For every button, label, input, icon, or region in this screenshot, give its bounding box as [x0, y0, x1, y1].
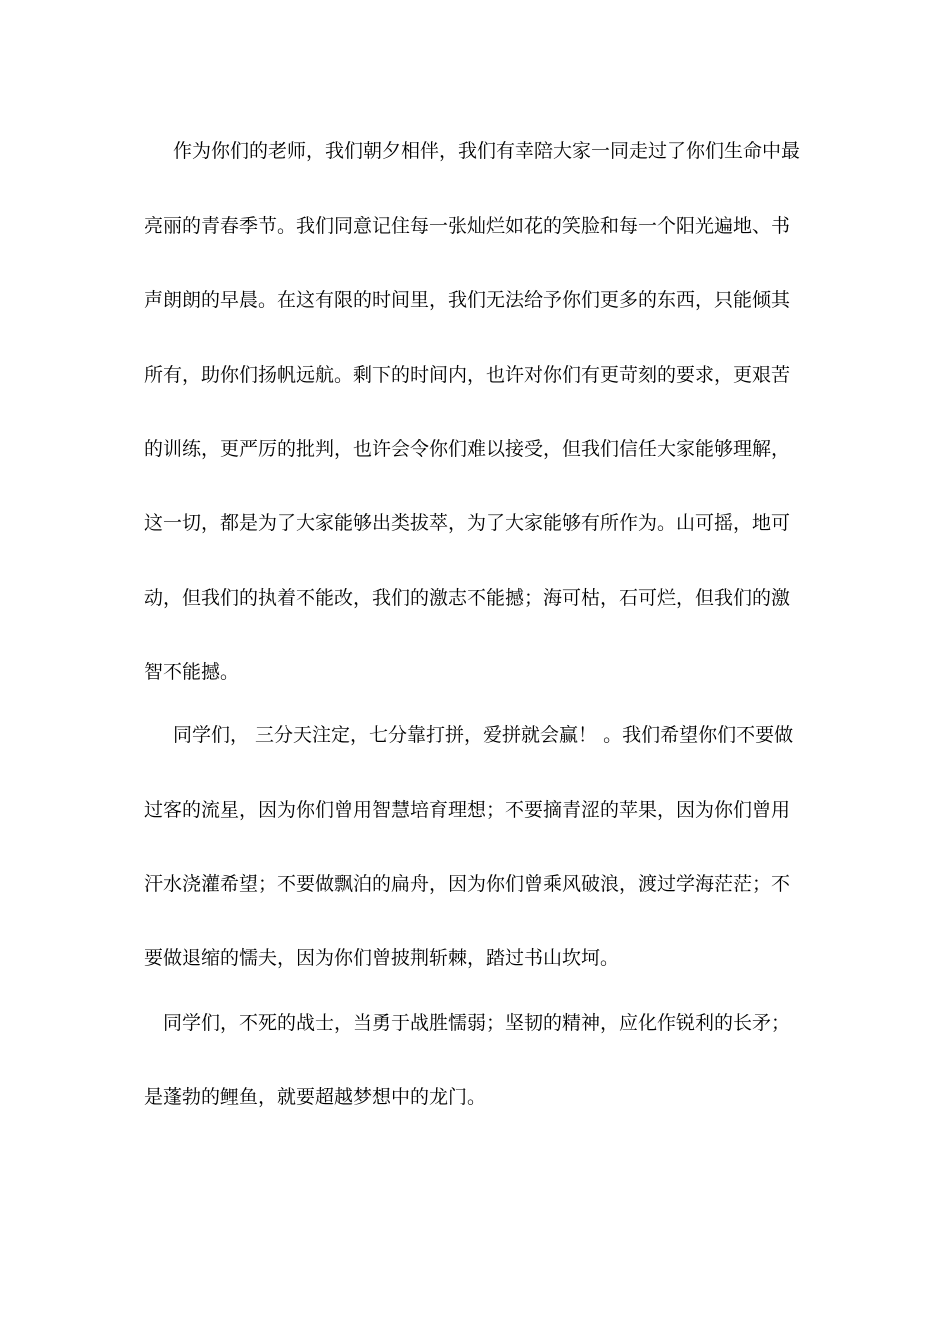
paragraph-line: 所有，助你们扬帆远航。剩下的时间内，也许对你们有更苛刻的要求，更艰苦 [144, 364, 791, 386]
paragraph-line: 声朗朗的早晨。在这有限的时间里，我们无法给予你们更多的东西，只能倾其 [144, 289, 791, 311]
paragraph-line: 智不能撼。 [144, 661, 240, 683]
paragraph-line: 同学们， 三分天注定，七分靠打拼，爱拼就会赢！ 。我们希望你们不要做 [173, 724, 794, 746]
paragraph-line: 过客的流星，因为你们曾用智慧培育理想；不要摘青涩的苹果，因为你们曾用 [144, 799, 791, 821]
paragraph-line: 这一切，都是为了大家能够出类拔萃，为了大家能够有所作为。山可摇，地可 [144, 512, 791, 534]
paragraph-line: 作为你们的老师，我们朝夕相伴，我们有幸陪大家一同走过了你们生命中最 [173, 140, 801, 162]
paragraph-line: 要做退缩的懦夫，因为你们曾披荆斩棘，踏过书山坎坷。 [144, 947, 620, 969]
paragraph-line: 同学们，不死的战士，当勇于战胜懦弱；坚韧的精神，应化作锐利的长矛； [163, 1012, 791, 1034]
paragraph-line: 汗水浇灌希望；不要做飘泊的扁舟，因为你们曾乘风破浪，渡过学海茫茫；不 [144, 873, 791, 895]
paragraph-line: 动，但我们的执着不能改，我们的激志不能撼；海可枯，石可烂，但我们的激 [144, 587, 791, 609]
paragraph-line: 亮丽的青春季节。我们同意记住每一张灿烂如花的笑脸和每一个阳光遍地、书 [144, 215, 791, 237]
paragraph-line: 是蓬勃的鲤鱼，就要超越梦想中的龙门。 [144, 1086, 487, 1108]
paragraph-line: 的训练，更严厉的批判，也许会令你们难以接受，但我们信任大家能够理解， [144, 438, 791, 460]
